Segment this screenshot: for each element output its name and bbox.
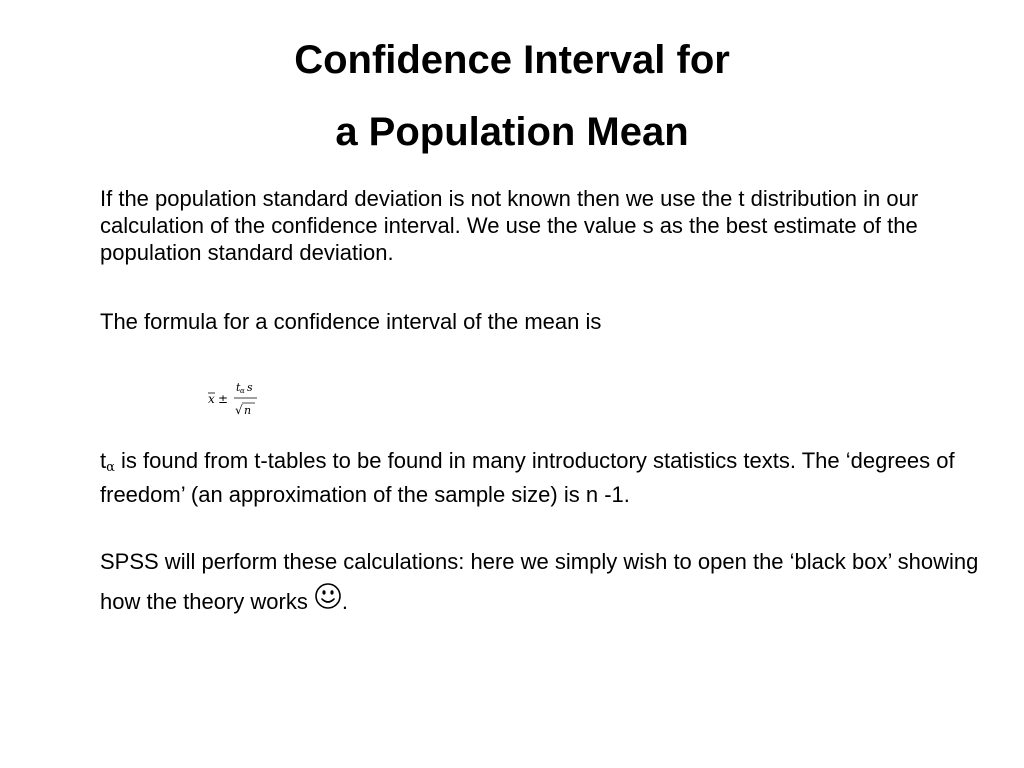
slide-title-line-2: a Population Mean [335,110,689,154]
confidence-interval-formula [205,378,265,422]
paragraph-t-alpha-text: is found from t-tables to be found in many introductory statistics texts. The ‘degrees of freedom’ (an approximation of the sample size) is n -1. [100,448,955,507]
paragraph-spss-text: SPSS will perform these calculations: here we simply wish to open the ‘black box’ showing how the theory works [100,549,979,614]
paragraph-t-alpha [100,447,980,508]
t-symbol: t [100,448,107,473]
alpha-subscript: α [106,460,115,475]
smiley-face-icon [314,582,342,610]
paragraph-spss [100,542,980,622]
formula-numerator-s: s [247,381,253,394]
formula-sqrt: √ [235,403,243,417]
formula-numerator-t: t [236,381,241,394]
paragraph-spss-period: . [341,589,348,614]
paragraph-formula-intro: The formula for a confidence interval of the mean is [100,309,602,334]
formula-plus-minus: ± [218,392,229,406]
formula-numerator-alpha: α [240,387,245,395]
slide-title-line-1: Confidence Interval for [294,38,730,82]
formula-xbar: x [208,392,215,406]
formula-denominator-n: n [244,404,252,417]
paragraph-t-distribution: If the population standard deviation is not known then we use the t distribution in our calculation of the confidence interval. We use the value s as the best estimate of the population standard deviation. [100,186,919,265]
